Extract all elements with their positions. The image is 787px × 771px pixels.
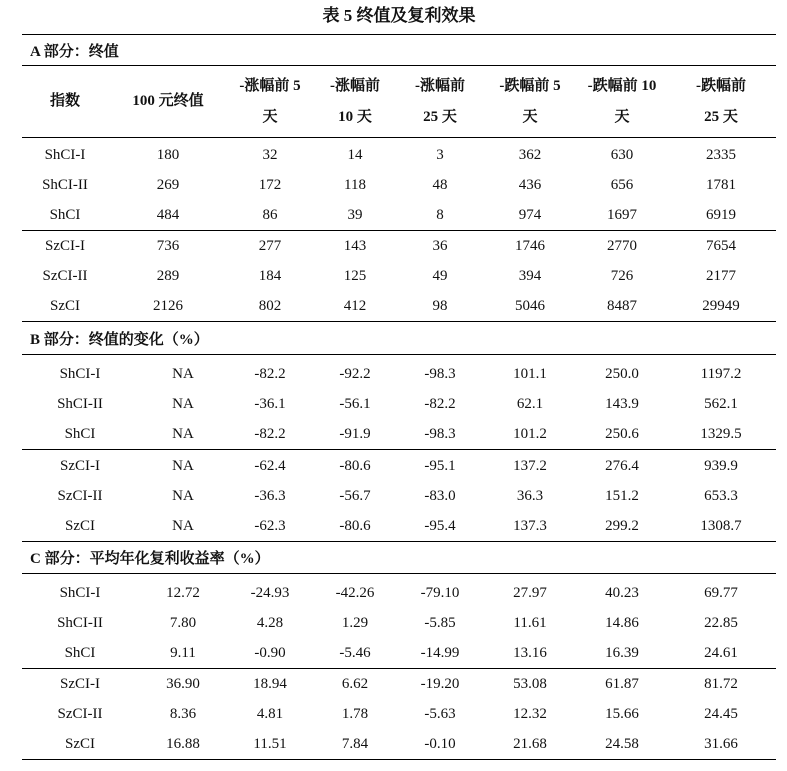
value-cell: 69.77 xyxy=(704,585,738,601)
value-cell: 137.2 xyxy=(513,458,547,474)
header-index xyxy=(22,66,108,137)
value-cell: 98 xyxy=(432,298,448,314)
value-cell: 277 xyxy=(258,238,282,254)
value-cell: -5.63 xyxy=(424,706,456,722)
table-title: 表 5 终值及复利效果 xyxy=(322,6,476,25)
header-line: -涨幅前 5 xyxy=(239,77,301,94)
value-cell: 8 xyxy=(436,207,444,223)
value-cell: -36.3 xyxy=(254,488,286,504)
header-line: 天 xyxy=(262,108,278,125)
value-cell: 2770 xyxy=(607,238,637,254)
index-cell: SzCI-I xyxy=(60,676,100,692)
section-c-group-sh xyxy=(22,574,776,669)
index-cell: ShCI-II xyxy=(57,396,103,412)
value-cell: 974 xyxy=(518,207,542,223)
header-fall-10 xyxy=(578,66,666,137)
index-cell: SzCI xyxy=(50,298,80,314)
value-cell: 1.29 xyxy=(341,615,369,631)
value-cell: NA xyxy=(172,518,194,534)
value-cell: 36.90 xyxy=(166,676,200,692)
value-cell: 81.72 xyxy=(704,676,738,692)
value-cell: -82.2 xyxy=(424,396,456,412)
header-line: 天 xyxy=(522,108,538,125)
value-cell: 27.97 xyxy=(513,585,547,601)
header-line: 10 天 xyxy=(338,108,372,125)
value-cell: -19.20 xyxy=(420,676,460,692)
value-cell: 39 xyxy=(347,207,363,223)
value-cell: -79.10 xyxy=(420,585,460,601)
value-cell: -62.4 xyxy=(254,458,286,474)
value-cell: 1329.5 xyxy=(700,426,742,442)
value-cell: -36.1 xyxy=(254,396,286,412)
index-cell: SzCI-II xyxy=(57,706,103,722)
value-cell: 62.1 xyxy=(516,396,544,412)
table-row xyxy=(22,608,776,638)
header-line: -跌幅前 5 xyxy=(499,77,561,94)
table-row xyxy=(22,261,776,291)
value-cell: 8.36 xyxy=(169,706,197,722)
value-cell: 7654 xyxy=(706,238,736,254)
value-cell: -98.3 xyxy=(424,366,456,382)
index-cell: ShCI-II xyxy=(57,615,103,631)
value-cell: -98.3 xyxy=(424,426,456,442)
value-cell: 726 xyxy=(610,268,634,284)
value-cell: 18.94 xyxy=(253,676,287,692)
value-cell: 736 xyxy=(156,238,180,254)
index-cell: ShCI xyxy=(64,645,96,661)
value-cell: 289 xyxy=(156,268,180,284)
header-base-label: 100 元终值 xyxy=(132,93,204,109)
section-a-group-sh xyxy=(22,138,776,231)
header-line: -涨幅前 xyxy=(415,77,465,94)
value-cell: -0.10 xyxy=(424,736,456,752)
table-row xyxy=(22,291,776,321)
value-cell: -82.2 xyxy=(254,426,286,442)
header-line: 25 天 xyxy=(423,108,457,125)
index-cell: SzCI xyxy=(65,736,95,752)
table-row xyxy=(22,638,776,668)
value-cell: 143 xyxy=(343,238,367,254)
value-cell: 61.87 xyxy=(605,676,639,692)
section-c-group-sz xyxy=(22,669,776,760)
value-cell: 49 xyxy=(432,268,448,284)
value-cell: 16.88 xyxy=(166,736,200,752)
table-row xyxy=(22,699,776,729)
value-cell: 101.2 xyxy=(513,426,547,442)
value-cell: 939.9 xyxy=(704,458,738,474)
table-row xyxy=(22,359,776,389)
value-cell: 151.2 xyxy=(605,488,639,504)
header-line: -跌幅前 10 xyxy=(587,77,657,94)
value-cell: -56.7 xyxy=(339,488,371,504)
value-cell: 21.68 xyxy=(513,736,547,752)
value-cell: 1746 xyxy=(515,238,545,254)
value-cell: 436 xyxy=(518,177,542,193)
value-cell: 118 xyxy=(344,177,366,193)
value-cell: NA xyxy=(172,488,194,504)
value-cell: 484 xyxy=(156,207,180,223)
header-fall-5 xyxy=(482,66,578,137)
section-b-group-sz xyxy=(22,450,776,542)
results-table xyxy=(22,34,776,760)
value-cell: 802 xyxy=(258,298,282,314)
value-cell: 172 xyxy=(258,177,282,193)
value-cell: 412 xyxy=(343,298,367,314)
header-rise-10 xyxy=(312,66,398,137)
index-cell: SzCI-I xyxy=(60,458,100,474)
header-rise-5 xyxy=(228,66,312,137)
value-cell: -56.1 xyxy=(339,396,371,412)
index-cell: SzCI-II xyxy=(57,488,103,504)
table-row xyxy=(22,481,776,511)
value-cell: 5046 xyxy=(515,298,545,314)
value-cell: 6.62 xyxy=(341,676,369,692)
value-cell: 656 xyxy=(610,177,634,193)
value-cell: 40.23 xyxy=(605,585,639,601)
header-line: 天 xyxy=(614,108,630,125)
section-b-label: B 部分：终值的变化（%） xyxy=(22,322,776,355)
value-cell: NA xyxy=(172,458,194,474)
value-cell: 7.84 xyxy=(341,736,369,752)
value-cell: NA xyxy=(172,426,194,442)
value-cell: 1697 xyxy=(607,207,637,223)
value-cell: 12.32 xyxy=(513,706,547,722)
table-row xyxy=(22,170,776,200)
value-cell: 2177 xyxy=(706,268,736,284)
value-cell: 101.1 xyxy=(513,366,547,382)
value-cell: 269 xyxy=(156,177,180,193)
section-b-group-sh xyxy=(22,355,776,450)
table-row xyxy=(22,729,776,759)
value-cell: 3 xyxy=(436,147,444,163)
value-cell: 1197.2 xyxy=(700,366,742,382)
value-cell: -95.1 xyxy=(424,458,456,474)
value-cell: 1781 xyxy=(706,177,736,193)
section-c-label: C 部分：平均年化复利收益率（%） xyxy=(22,542,776,574)
value-cell: 1308.7 xyxy=(700,518,742,534)
header-index-label: 指数 xyxy=(49,93,80,109)
value-cell: 86 xyxy=(262,207,278,223)
header-line: -涨幅前 xyxy=(330,77,380,94)
value-cell: 4.28 xyxy=(256,615,284,631)
value-cell: -80.6 xyxy=(339,458,371,474)
header-line: -跌幅前 xyxy=(696,77,746,94)
value-cell: 7.80 xyxy=(169,615,197,631)
header-rise-25 xyxy=(398,66,482,137)
table-row xyxy=(22,140,776,170)
index-cell: ShCI-I xyxy=(59,585,101,601)
value-cell: 32 xyxy=(262,147,278,163)
value-cell: 29949 xyxy=(702,298,740,314)
value-cell: 125 xyxy=(343,268,367,284)
value-cell: 9.11 xyxy=(170,645,196,661)
table-row xyxy=(22,389,776,419)
value-cell: -42.26 xyxy=(335,585,375,601)
table-row xyxy=(22,200,776,230)
header-fall-25 xyxy=(666,66,776,137)
value-cell: 11.61 xyxy=(513,615,547,631)
index-cell: ShCI-I xyxy=(59,366,101,382)
value-cell: 24.58 xyxy=(605,736,639,752)
value-cell: 24.61 xyxy=(704,645,738,661)
value-cell: 4.81 xyxy=(256,706,284,722)
value-cell: 299.2 xyxy=(605,518,639,534)
index-cell: ShCI-I xyxy=(44,147,86,163)
value-cell: -24.93 xyxy=(250,585,290,601)
value-cell: 562.1 xyxy=(704,396,738,412)
value-cell: 22.85 xyxy=(704,615,738,631)
table-row xyxy=(22,451,776,481)
value-cell: 6919 xyxy=(706,207,736,223)
table-row xyxy=(22,578,776,608)
value-cell: 2335 xyxy=(706,147,736,163)
section-a-group-sz xyxy=(22,231,776,322)
value-cell: 36.3 xyxy=(516,488,544,504)
value-cell: 250.6 xyxy=(605,426,639,442)
value-cell: -5.46 xyxy=(339,645,371,661)
value-cell: -91.9 xyxy=(339,426,371,442)
value-cell: 653.3 xyxy=(704,488,738,504)
header-row xyxy=(22,66,776,138)
value-cell: -0.90 xyxy=(254,645,286,661)
value-cell: 1.78 xyxy=(341,706,369,722)
value-cell: 53.08 xyxy=(513,676,547,692)
value-cell: 16.39 xyxy=(605,645,639,661)
table-row xyxy=(22,511,776,541)
value-cell: 14 xyxy=(347,147,363,163)
value-cell: NA xyxy=(172,366,194,382)
value-cell: -95.4 xyxy=(424,518,456,534)
value-cell: -83.0 xyxy=(424,488,456,504)
value-cell: 8487 xyxy=(607,298,637,314)
value-cell: -92.2 xyxy=(339,366,371,382)
value-cell: 11.51 xyxy=(253,736,287,752)
table-row xyxy=(22,419,776,449)
value-cell: 137.3 xyxy=(513,518,547,534)
value-cell: 15.66 xyxy=(605,706,639,722)
value-cell: 394 xyxy=(518,268,542,284)
value-cell: -5.85 xyxy=(424,615,456,631)
table-row xyxy=(22,231,776,261)
value-cell: 2126 xyxy=(153,298,183,314)
index-cell: ShCI-II xyxy=(42,177,88,193)
header-base-value xyxy=(108,66,228,137)
value-cell: 180 xyxy=(156,147,180,163)
value-cell: 12.72 xyxy=(166,585,200,601)
value-cell: -80.6 xyxy=(339,518,371,534)
table-row xyxy=(22,669,776,699)
value-cell: 184 xyxy=(258,268,282,284)
index-cell: SzCI-I xyxy=(45,238,85,254)
value-cell: 31.66 xyxy=(704,736,738,752)
value-cell: -82.2 xyxy=(254,366,286,382)
index-cell: SzCI-II xyxy=(42,268,88,284)
value-cell: 24.45 xyxy=(704,706,738,722)
value-cell: 276.4 xyxy=(605,458,639,474)
value-cell: 362 xyxy=(518,147,542,163)
header-line: 25 天 xyxy=(704,108,738,125)
value-cell: 630 xyxy=(610,147,634,163)
value-cell: 13.16 xyxy=(513,645,547,661)
value-cell: 48 xyxy=(432,177,448,193)
index-cell: ShCI xyxy=(64,426,96,442)
value-cell: 36 xyxy=(432,238,448,254)
value-cell: 143.9 xyxy=(605,396,639,412)
value-cell: -14.99 xyxy=(420,645,460,661)
value-cell: 14.86 xyxy=(605,615,639,631)
index-cell: SzCI xyxy=(65,518,95,534)
section-a-label: A 部分：终值 xyxy=(22,34,776,66)
value-cell: 250.0 xyxy=(605,366,639,382)
index-cell: ShCI xyxy=(49,207,81,223)
value-cell: -62.3 xyxy=(254,518,286,534)
value-cell: NA xyxy=(172,396,194,412)
